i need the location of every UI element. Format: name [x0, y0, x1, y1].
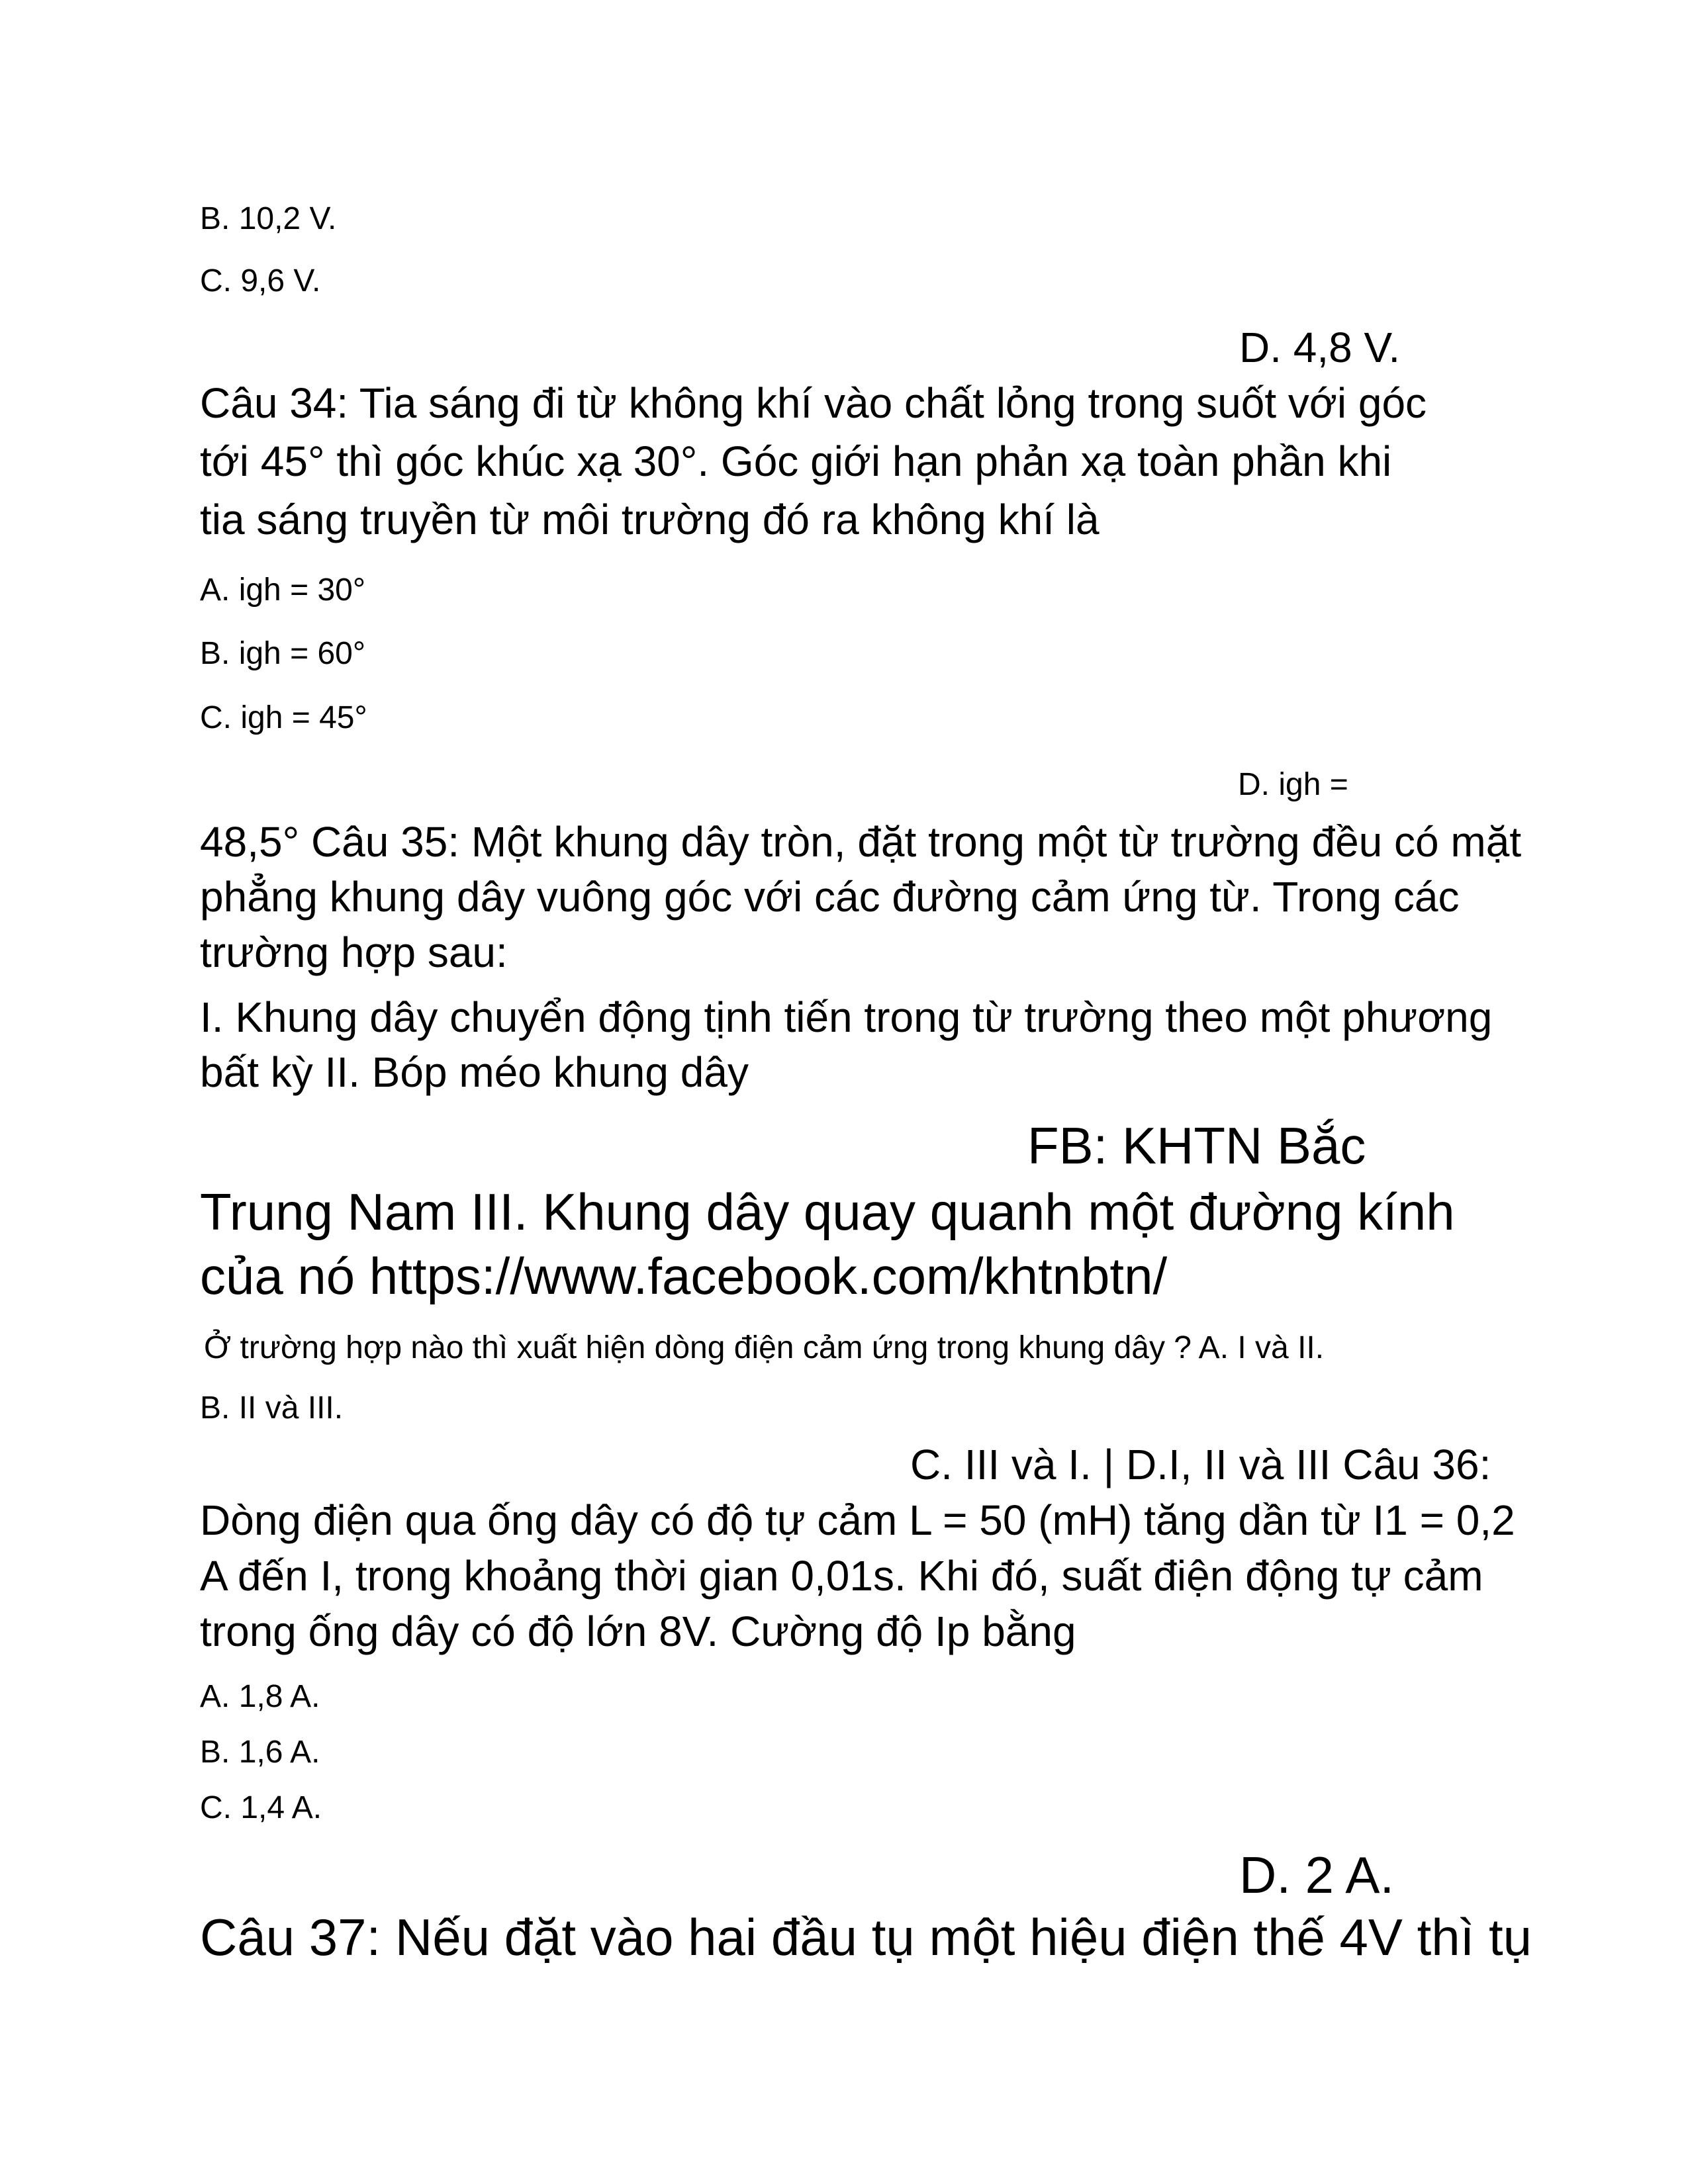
question-36-line-1: Dòng điện qua ống dây có độ tự cảm L = 50 (mH) tăng dần từ I1 = 0,2	[200, 1496, 1515, 1544]
options-c-d-q35: C. III và I. | D.I, II và III Câu 36:	[910, 1441, 1491, 1488]
option-b-q34: B. igh = 60°	[200, 636, 366, 671]
question-35-prompt: Ở trường hợp nào thì xuất hiện dòng điện cảm ứng trong khung dây ? A. I và II.	[204, 1330, 1325, 1365]
question-34-line-1: Câu 34: Tia sáng đi từ không khí vào chất lỏng trong suốt với góc	[200, 379, 1427, 427]
question-37-line-1: Câu 37: Nếu đặt vào hai đầu tụ một hiệu điện thế 4V thì tụ	[200, 1908, 1532, 1966]
question-35-item-2: bất kỳ II. Bóp méo khung dây	[200, 1048, 749, 1096]
question-35-line-1: 48,5° Câu 35: Một khung dây tròn, đặt trong một từ trường đều có mặt	[200, 818, 1522, 866]
option-d-q36: D. 2 A.	[1239, 1846, 1395, 1904]
option-a-q36: A. 1,8 A.	[200, 1679, 320, 1714]
question-36-line-2: A đến I, trong khoảng thời gian 0,01s. Khi đó, suất điện động tự cảm	[200, 1552, 1483, 1600]
option-d-q34: D. igh =	[1238, 767, 1348, 802]
option-d-q33: D. 4,8 V.	[1239, 324, 1401, 371]
option-a-q34: A. igh = 30°	[200, 572, 366, 608]
option-b-q36: B. 1,6 A.	[200, 1735, 320, 1770]
source-watermark: FB: KHTN Bắc	[1027, 1116, 1366, 1175]
option-c-q36: C. 1,4 A.	[200, 1790, 322, 1825]
question-35-line-2: phẳng khung dây vuông góc với các đường cảm ứng từ. Trong các	[200, 873, 1460, 921]
question-34-line-2: tới 45° thì góc khúc xạ 30°. Góc giới hạn phản xạ toàn phần khi	[200, 437, 1392, 485]
option-c-q34: C. igh = 45°	[200, 700, 367, 735]
option-b-q33: B. 10,2 V.	[200, 201, 337, 236]
option-c-q33: C. 9,6 V.	[200, 263, 321, 298]
question-34-line-3: tia sáng truyền từ môi trường đó ra không khí là	[200, 496, 1100, 543]
question-35-item-1: I. Khung dây chuyển động tịnh tiến trong từ trường theo một phương	[200, 993, 1493, 1041]
question-36-line-3: trong ống dây có độ lớn 8V. Cường độ Ip bằng	[200, 1608, 1076, 1655]
option-b-q35: B. II và III.	[200, 1390, 344, 1426]
source-url-line: của nó https://www.facebook.com/khtnbtn/	[200, 1247, 1168, 1305]
question-35-item-3: Trung Nam III. Khung dây quay quanh một đường kính	[200, 1183, 1455, 1241]
question-35-line-3: trường hợp sau:	[200, 929, 508, 976]
